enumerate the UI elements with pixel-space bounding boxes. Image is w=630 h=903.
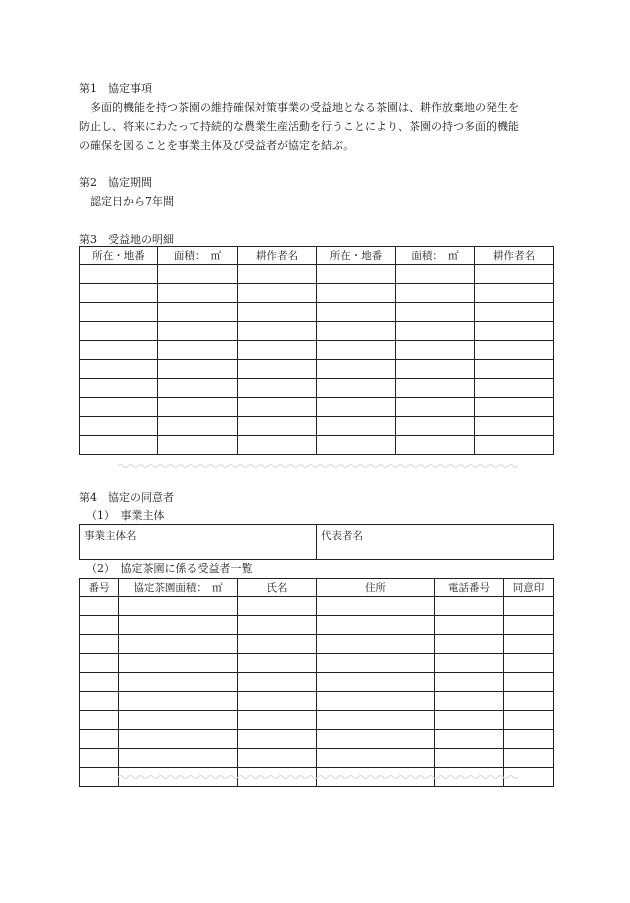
table-row	[80, 749, 554, 768]
business-entity-table	[79, 524, 554, 560]
table-cell[interactable]	[158, 398, 238, 417]
table-cell[interactable]	[317, 635, 435, 654]
header-cultivator: 耕作者名	[475, 247, 554, 265]
header-phone: 電話番号	[435, 579, 504, 597]
table-cell[interactable]	[80, 768, 119, 787]
table-cell[interactable]	[435, 616, 504, 635]
table-cell[interactable]	[475, 417, 554, 436]
table-cell[interactable]	[80, 265, 158, 284]
table-cell[interactable]	[504, 635, 554, 654]
section4-sub1-heading: （1） 事業主体	[86, 509, 165, 522]
table-cell[interactable]	[317, 616, 435, 635]
table-row	[80, 635, 554, 654]
table-cell[interactable]	[435, 635, 504, 654]
table-cell[interactable]	[504, 654, 554, 673]
header-name: 氏名	[238, 579, 317, 597]
table-cell[interactable]	[317, 360, 396, 379]
table-cell[interactable]	[504, 749, 554, 768]
table-cell[interactable]	[396, 360, 475, 379]
table-row	[80, 525, 554, 560]
table-cell[interactable]	[317, 379, 396, 398]
table-cell[interactable]	[119, 749, 238, 768]
table-row	[80, 654, 554, 673]
table-cell[interactable]	[238, 730, 317, 749]
table-cell[interactable]	[238, 436, 317, 455]
table-cell[interactable]	[475, 284, 554, 303]
table-cell[interactable]	[80, 379, 158, 398]
table-cell[interactable]	[475, 379, 554, 398]
table-cell[interactable]	[238, 692, 317, 711]
table-cell[interactable]	[504, 711, 554, 730]
table-cell[interactable]	[238, 616, 317, 635]
table-cell[interactable]	[158, 436, 238, 455]
table-cell[interactable]	[317, 284, 396, 303]
table-cell[interactable]	[396, 379, 475, 398]
table-row	[80, 303, 554, 322]
table-cell[interactable]	[238, 398, 317, 417]
table-cell[interactable]	[475, 322, 554, 341]
table-cell[interactable]	[504, 597, 554, 616]
section1-heading: 第1 協定事項	[79, 82, 152, 95]
table-cell[interactable]	[396, 341, 475, 360]
table-cell[interactable]	[158, 360, 238, 379]
table-cell[interactable]	[396, 284, 475, 303]
table-cell[interactable]	[80, 616, 119, 635]
header-cultivator: 耕作者名	[238, 247, 317, 265]
table-cell[interactable]	[435, 730, 504, 749]
table-cell[interactable]	[317, 654, 435, 673]
table-row	[80, 360, 554, 379]
table-cell[interactable]	[317, 417, 396, 436]
table-cell[interactable]	[317, 436, 396, 455]
table-cell[interactable]	[119, 673, 238, 692]
table-cell[interactable]	[80, 749, 119, 768]
table-cell[interactable]	[317, 265, 396, 284]
table-cell[interactable]	[317, 398, 396, 417]
representative-cell	[317, 525, 554, 560]
table-cell[interactable]	[238, 417, 317, 436]
table-cell[interactable]	[435, 692, 504, 711]
header-area: 面積： ㎡	[396, 247, 475, 265]
table-row	[80, 417, 554, 436]
table-cell[interactable]	[317, 303, 396, 322]
table-cell[interactable]	[119, 635, 238, 654]
table-cell[interactable]	[238, 654, 317, 673]
table-cell[interactable]	[119, 616, 238, 635]
table-cell[interactable]	[158, 303, 238, 322]
table-cell[interactable]	[317, 749, 435, 768]
table-cell[interactable]	[238, 284, 317, 303]
table-row	[80, 692, 554, 711]
table-cell[interactable]	[80, 673, 119, 692]
section1-line-2: 防止し、将来にわたって持続的な農業生産活動を行うことにより、茶園の持つ多面的機能	[79, 120, 519, 133]
table-header-row	[80, 247, 554, 265]
table-row	[80, 730, 554, 749]
table-cell[interactable]	[238, 341, 317, 360]
business-entity-label: 事業主体名	[84, 530, 137, 542]
table-cell[interactable]	[435, 597, 504, 616]
table-cell[interactable]	[317, 673, 435, 692]
table-cell[interactable]	[238, 673, 317, 692]
table-row	[80, 341, 554, 360]
business-entity-cell	[80, 525, 317, 560]
table-cell[interactable]	[119, 654, 238, 673]
table-row	[80, 322, 554, 341]
section4-heading: 第4 協定の同意者	[79, 491, 174, 504]
table-row	[80, 398, 554, 417]
table-cell[interactable]	[238, 379, 317, 398]
section3-heading: 第3 受益地の明細	[79, 233, 174, 246]
table-cell[interactable]	[80, 303, 158, 322]
beneficiary-land-table	[79, 246, 554, 455]
table-cell[interactable]	[435, 673, 504, 692]
table-cell[interactable]	[80, 398, 158, 417]
table-cell[interactable]	[396, 265, 475, 284]
section1-line-3: の確保を図ることを事業主体及び受益者が協定を結ぶ。	[79, 139, 355, 152]
table-cell[interactable]	[504, 730, 554, 749]
section2-period: 認定日から7年間	[79, 195, 174, 208]
table-cell[interactable]	[238, 749, 317, 768]
table-cell[interactable]	[396, 303, 475, 322]
table-row	[80, 616, 554, 635]
table-cell[interactable]	[396, 417, 475, 436]
table-row	[80, 284, 554, 303]
table-cell[interactable]	[317, 322, 396, 341]
header-number: 番号	[80, 579, 119, 597]
table-cell[interactable]	[317, 341, 396, 360]
table-cell[interactable]	[317, 692, 435, 711]
table-cell[interactable]	[80, 322, 158, 341]
header-tea-area: 協定茶園面積： ㎡	[119, 579, 238, 597]
table-cell[interactable]	[396, 322, 475, 341]
table-row	[80, 436, 554, 455]
table-cell[interactable]	[80, 341, 158, 360]
table-cell[interactable]	[238, 635, 317, 654]
table-cell[interactable]	[158, 284, 238, 303]
table-cell[interactable]	[475, 360, 554, 379]
header-location: 所在・地番	[317, 247, 396, 265]
table-cell[interactable]	[158, 341, 238, 360]
table-row	[80, 265, 554, 284]
table-header-row	[80, 579, 554, 597]
table-cell[interactable]	[238, 360, 317, 379]
table-cell[interactable]	[396, 398, 475, 417]
table-cell[interactable]	[475, 303, 554, 322]
section1-line-1: 多面的機能を持つ茶園の維持確保対策事業の受益地となる茶園は、耕作放棄地の発生を	[79, 101, 519, 114]
table-cell[interactable]	[435, 749, 504, 768]
table-cell[interactable]	[238, 597, 317, 616]
header-area: 面積： ㎡	[158, 247, 238, 265]
beneficiary-list-table	[79, 578, 554, 787]
table-cell[interactable]	[119, 597, 238, 616]
table-cell[interactable]	[80, 284, 158, 303]
table-cell[interactable]	[504, 673, 554, 692]
table-row	[80, 711, 554, 730]
table-cell[interactable]	[475, 398, 554, 417]
table-cell[interactable]	[317, 730, 435, 749]
table-cell[interactable]	[80, 730, 119, 749]
table-cell[interactable]	[80, 436, 158, 455]
table-cell[interactable]	[435, 654, 504, 673]
table-cell[interactable]	[80, 711, 119, 730]
table-cell[interactable]	[80, 635, 119, 654]
table-row	[80, 673, 554, 692]
table-cell[interactable]	[475, 436, 554, 455]
representative-label: 代表者名	[321, 530, 363, 542]
table-cell[interactable]	[504, 692, 554, 711]
table-cell[interactable]	[158, 417, 238, 436]
table-row	[80, 379, 554, 398]
header-location: 所在・地番	[80, 247, 158, 265]
table-cell[interactable]	[396, 436, 475, 455]
table-row	[80, 597, 554, 616]
table-cell[interactable]	[158, 265, 238, 284]
table-cell[interactable]	[238, 265, 317, 284]
table-cell[interactable]	[80, 597, 119, 616]
table-cell[interactable]	[475, 341, 554, 360]
table-cell[interactable]	[80, 417, 158, 436]
section2-heading: 第2 協定期間	[79, 176, 152, 189]
table-cell[interactable]	[238, 303, 317, 322]
table-cell[interactable]	[119, 692, 238, 711]
header-address: 住所	[317, 579, 435, 597]
wavy-divider	[118, 774, 518, 780]
header-seal: 同意印	[504, 579, 554, 597]
table-cell[interactable]	[80, 654, 119, 673]
table-cell[interactable]	[158, 379, 238, 398]
table-cell[interactable]	[119, 711, 238, 730]
table-cell[interactable]	[238, 711, 317, 730]
table-cell[interactable]	[435, 711, 504, 730]
table-cell[interactable]	[80, 692, 119, 711]
table-cell[interactable]	[119, 730, 238, 749]
table-cell[interactable]	[475, 265, 554, 284]
table-cell[interactable]	[504, 616, 554, 635]
table-cell[interactable]	[317, 597, 435, 616]
section4-sub2-heading: （2） 協定茶園に係る受益者一覧	[86, 562, 253, 575]
table-cell[interactable]	[317, 711, 435, 730]
table-cell[interactable]	[158, 322, 238, 341]
table-cell[interactable]	[80, 360, 158, 379]
wavy-divider	[118, 463, 518, 469]
table-cell[interactable]	[238, 322, 317, 341]
